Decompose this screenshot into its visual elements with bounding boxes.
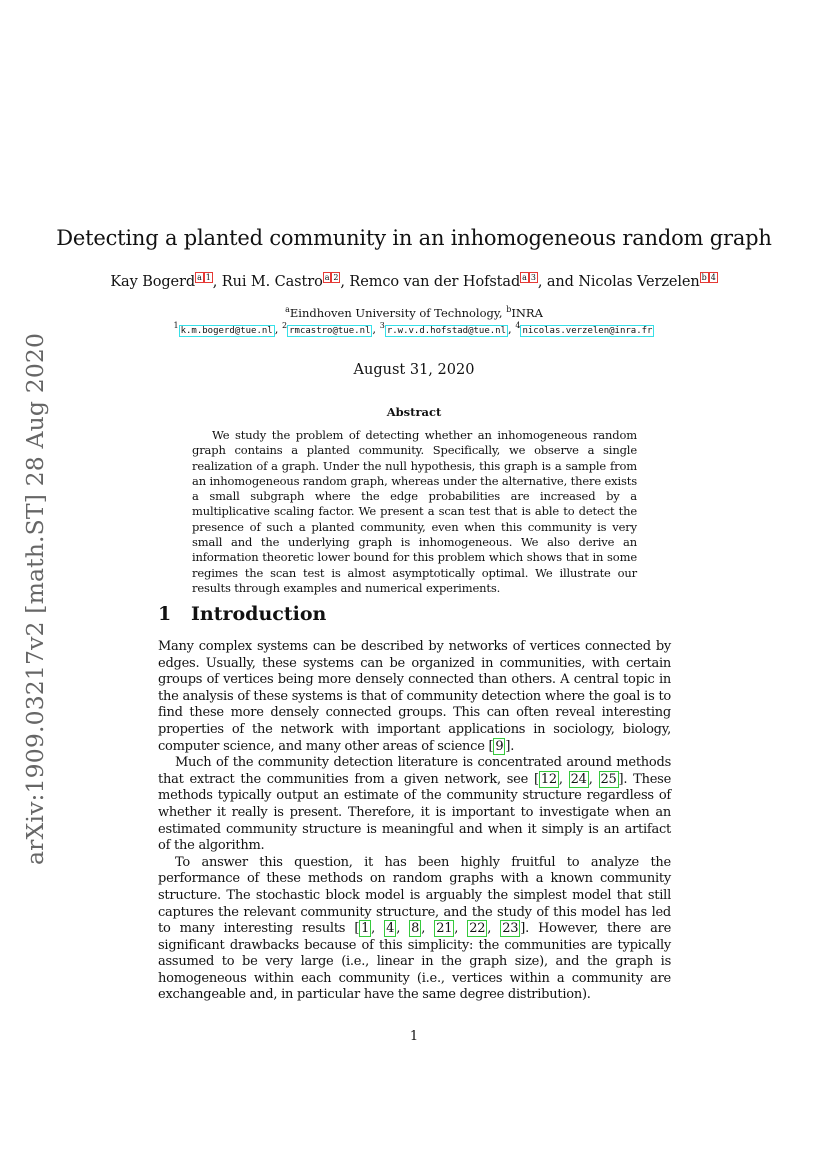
page-number: 1 <box>409 1029 419 1044</box>
author-footnote-link[interactable]: 3 <box>530 273 536 282</box>
author-separator: , <box>340 274 350 290</box>
email-mark: 1 <box>173 321 179 330</box>
author-separator: , <box>212 274 222 290</box>
section-body <box>158 639 671 1004</box>
citation-link[interactable]: 8 <box>411 921 420 937</box>
email-mark: 2 <box>282 321 288 330</box>
paragraph-text: . However, there are significant drawbacks because of this simplicity: the communities are typically assumed to be very large (i.e., linear in the graph size), and the graph is homogeneous within each community (i.e., vertices within a community are exchangeable and, in particular have the same degree distribution). <box>158 921 672 1003</box>
citation-link[interactable]: 12 <box>540 771 557 787</box>
affiliation-mark-a: a <box>285 305 290 314</box>
email-mark: 4 <box>515 321 521 330</box>
email-separator: , <box>508 322 516 336</box>
arxiv-identifier-text: arXiv:1909.03217v2 [math.ST] 28 Aug 2020 <box>21 332 49 865</box>
email-link[interactable]: k.m.bogerd@tue.nl <box>180 326 273 336</box>
author-name: Rui M. Castro <box>221 274 323 290</box>
email-mark: 3 <box>379 321 385 330</box>
citation-link[interactable]: 21 <box>436 921 453 937</box>
section-heading <box>158 603 658 625</box>
citation-link[interactable]: 22 <box>469 921 486 937</box>
citation-link[interactable]: 9 <box>495 738 504 754</box>
author-footnote-link[interactable]: 1 <box>205 273 211 282</box>
affiliation-b: INRA <box>511 306 543 320</box>
paragraph: Much of the community detection literature is concentrated around methods that extract the communities from a given network, see [ 12 , 24 , 25 ]. These methods typically output an estimate of the community structure regardless of whether it really is present. Therefore, it is important to investigate when an estimated community structure is meaningful and when it simply is an artifact of the algorithm. <box>158 755 672 854</box>
author-footnote-link[interactable]: 4 <box>710 273 716 282</box>
author-name: Nicolas Verzelen <box>578 274 700 290</box>
citation-link[interactable]: 23 <box>502 921 519 937</box>
author-footnote-link[interactable]: 2 <box>333 273 339 282</box>
email-link[interactable]: rmcastro@tue.nl <box>289 326 371 336</box>
paper-date: August 31, 2020 <box>353 362 475 378</box>
citation-link[interactable]: 4 <box>386 921 395 937</box>
email-link[interactable]: nicolas.verzelen@inra.fr <box>522 326 653 336</box>
affiliations <box>0 305 828 320</box>
paragraph-text: Much of the community detection literature is concentrated around methods that extract the communities from a given network, see <box>158 755 671 787</box>
abstract-heading: Abstract <box>386 405 442 419</box>
author-footnote-link[interactable]: a <box>197 273 202 282</box>
arxiv-identifier <box>20 332 50 865</box>
author-footnote-link[interactable]: b <box>701 273 707 282</box>
section-title: Introduction <box>191 603 327 625</box>
paragraph-text: . These methods typically output an estimate of the community structure regardless of whether it really is present. Therefore, it is important to investigate when an estimated community structure is meaningful and when it simply is an artifact of the algorithm. <box>158 771 672 854</box>
author-footnote-link[interactable]: a <box>324 273 330 282</box>
author-name: Kay Bogerd <box>110 274 196 290</box>
email-link[interactable]: r.w.v.d.hofstad@tue.nl <box>386 326 507 336</box>
email-list <box>0 321 828 336</box>
email-separator: , <box>372 322 380 336</box>
author-name: Remco van der Hofstad <box>349 274 521 290</box>
affiliation-separator: , <box>498 306 507 320</box>
affiliation-a: Eindhoven University of Technology <box>289 306 499 320</box>
section-number: 1 <box>158 603 172 625</box>
abstract-text: We study the problem of detecting whether an inhomogeneous random graph contains a planted community. Specifically, we observe a single realization of a graph. Under the null hypothesis, this graph is a sample from an inhomogeneous random graph, whereas under the alternative, there exists a small subgraph where the edge probabilities are increased by a multiplicative scaling factor. We present a scan test that is able to detect the presence of such a planted community, even when this community is very small and the underlying graph is inhomogeneous. We also derive an information theoretic lower bound for this problem which shows that in some regimes the scan test is almost asymptotically optimal. We illustrate our results through examples and numerical experiments. <box>192 428 637 595</box>
paragraph-text: . <box>510 738 515 754</box>
citation-link[interactable]: 1 <box>361 921 370 937</box>
paragraph: Many complex systems can be described by networks of vertices connected by edges. Usually, these systems can be organized in communities, with certain groups of vertices being more densely connected than others. A central topic in the analysis of these systems is that of community detection where the goal is to find these more densely connected groups. This can often reveal interesting properties of the network with important applications in sociology, biology, computer science, and many other areas of science [ 9 ]. <box>158 639 671 754</box>
citation-link[interactable]: 24 <box>570 771 587 787</box>
paragraph: To answer this question, it has been highly fruitful to analyze the performance of these methods on random graphs with a known community structure. The stochastic block model is arguably the simplest model that still captures the relevant community structure, and the study of this model has led to many interesting results [ 1 , 4 , 8 , 21 , 22 , 23 ]. However, there are significant drawbacks because of this simplicity: the communities are typically assumed to be very large (i.e., linear in the graph size), and the graph is homogeneous within each community (i.e., vertices within a community are exchangeable and, in particular have the same degree distribution). <box>158 854 672 1003</box>
paragraph-text: Many complex systems can be described by networks of vertices connected by edges. Usually, these systems can be organized in communities, with certain groups of vertices being more densely connected than others. A central topic in the analysis of these systems is that of community detection where the goal is to find these more densely connected groups. This can often reveal interesting properties of the network with important applications in sociology, biology, computer science, and many other areas of science <box>158 639 671 754</box>
paragraph-text: To answer this question, it has been highly fruitful to analyze the performance of these methods on random graphs with a known community structure. The stochastic block model is arguably the simplest model that still captures the relevant community structure, and the study of this model has led to many interesting results <box>158 854 671 937</box>
affiliation-mark-b: b <box>506 305 512 314</box>
paper-title: Detecting a planted community in an inhomogeneous random graph <box>56 226 772 250</box>
email-separator: , <box>274 322 283 336</box>
author-list <box>0 273 828 290</box>
citation-link[interactable]: 25 <box>600 771 617 787</box>
author-footnote-link[interactable]: a <box>522 273 527 282</box>
author-separator: , and <box>537 274 579 290</box>
